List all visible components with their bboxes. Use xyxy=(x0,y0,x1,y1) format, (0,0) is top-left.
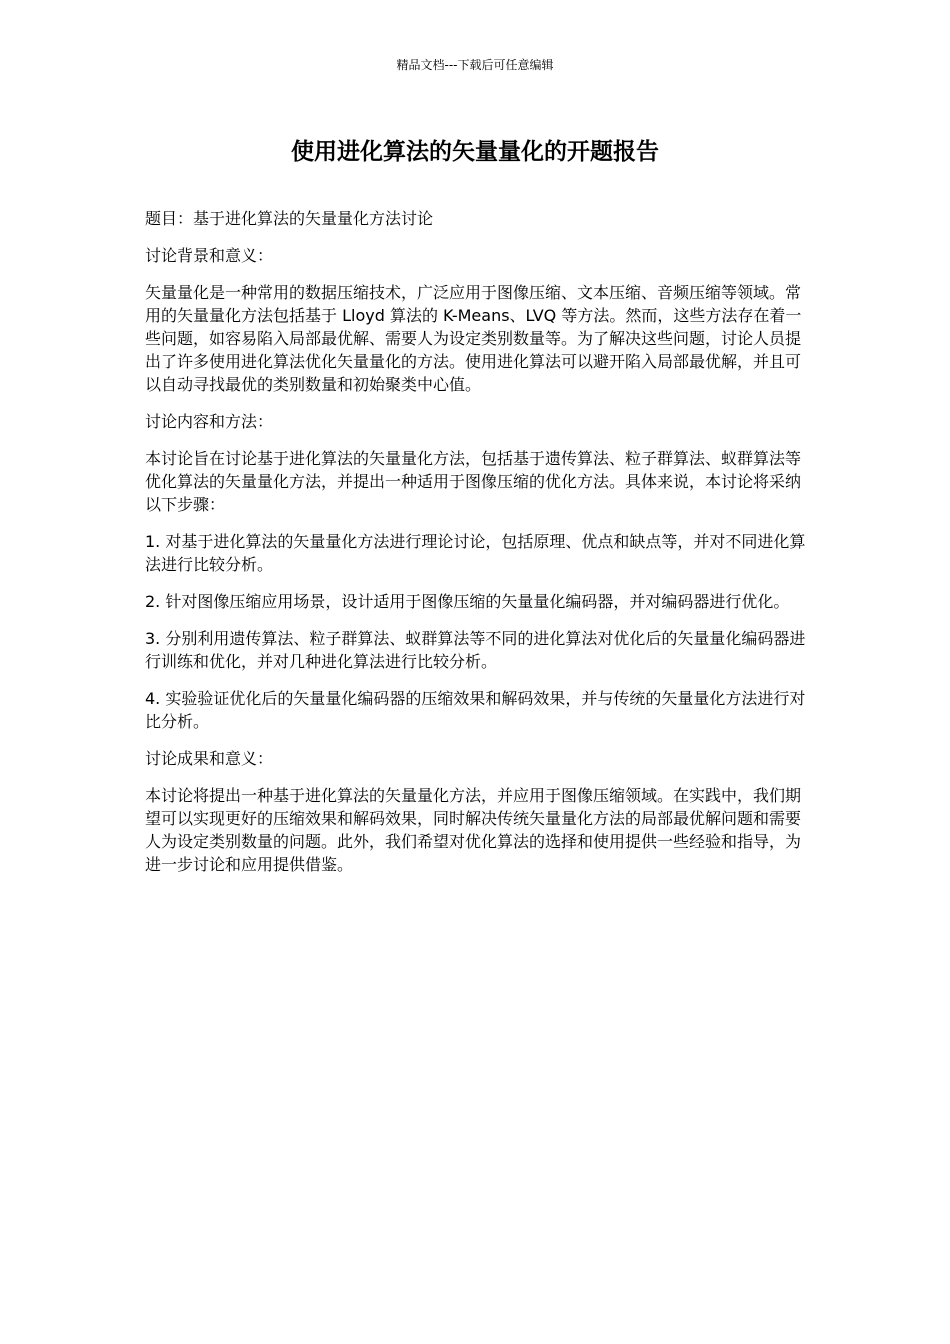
step-item-4: 4. 实验验证优化后的矢量量化编码器的压缩效果和解码效果，并与传统的矢量量化方法进行对比分析。 xyxy=(145,689,806,731)
results-paragraph: 本讨论将提出一种基于进化算法的矢量量化方法，并应用于图像压缩领域。在实践中，我们期望可以实现更好的压缩效果和解码效果，同时解决传统矢量量化方法的局部最优解问题和需要人为设定类别数量的问题。此外，我们希望对优化算法的选择和使用提供一些经验和指导，为进一步讨论和应用提供借鉴。 xyxy=(145,786,802,874)
content-paragraph: 本讨论旨在讨论基于进化算法的矢量量化方法，包括基于遗传算法、粒子群算法、蚁群算法等优化算法的矢量量化方法，并提出一种适用于图像压缩的优化方法。具体来说，本讨论将采纳以下步骤： xyxy=(145,449,802,514)
section-heading-background: 讨论背景和意义： xyxy=(145,246,274,265)
step-item-1: 1. 对基于进化算法的矢量量化方法进行理论讨论，包括原理、优点和缺点等，并对不同进化算法进行比较分析。 xyxy=(145,532,806,574)
background-paragraph: 矢量量化是一种常用的数据压缩技术，广泛应用于图像压缩、文本压缩、音频压缩等领域。常用的矢量量化方法包括基于 Lloyd 算法的 K-Means、LVQ 等方法。然而，这些方法存在着一些问题，如容易陷入局部最优解、需要人为设定类别数量等。为了解决这些问题，讨论人员提出了许多使用进化算法优化矢量量化的方法。使用进化算法可以避开陷入局部最优解，并且可以自动寻找最优的类别数量和初始聚类中心值。 xyxy=(145,283,802,394)
document-body xyxy=(145,207,807,890)
step-item-3: 3. 分别利用遗传算法、粒子群算法、蚁群算法等不同的进化算法对优化后的矢量量化编码器进行训练和优化，并对几种进化算法进行比较分析。 xyxy=(145,629,806,671)
section-heading-content-method: 讨论内容和方法： xyxy=(145,412,274,431)
document-title: 使用进化算法的矢量量化的开题报告 xyxy=(291,139,659,165)
topic-line: 题目：基于进化算法的矢量量化方法讨论 xyxy=(145,209,434,228)
step-item-2: 2. 针对图像压缩应用场景，设计适用于图像压缩的矢量量化编码器，并对编码器进行优化。 xyxy=(145,592,790,611)
section-heading-results: 讨论成果和意义： xyxy=(145,749,274,768)
header-note: 精品文档---下载后可任意编辑 xyxy=(396,58,554,72)
